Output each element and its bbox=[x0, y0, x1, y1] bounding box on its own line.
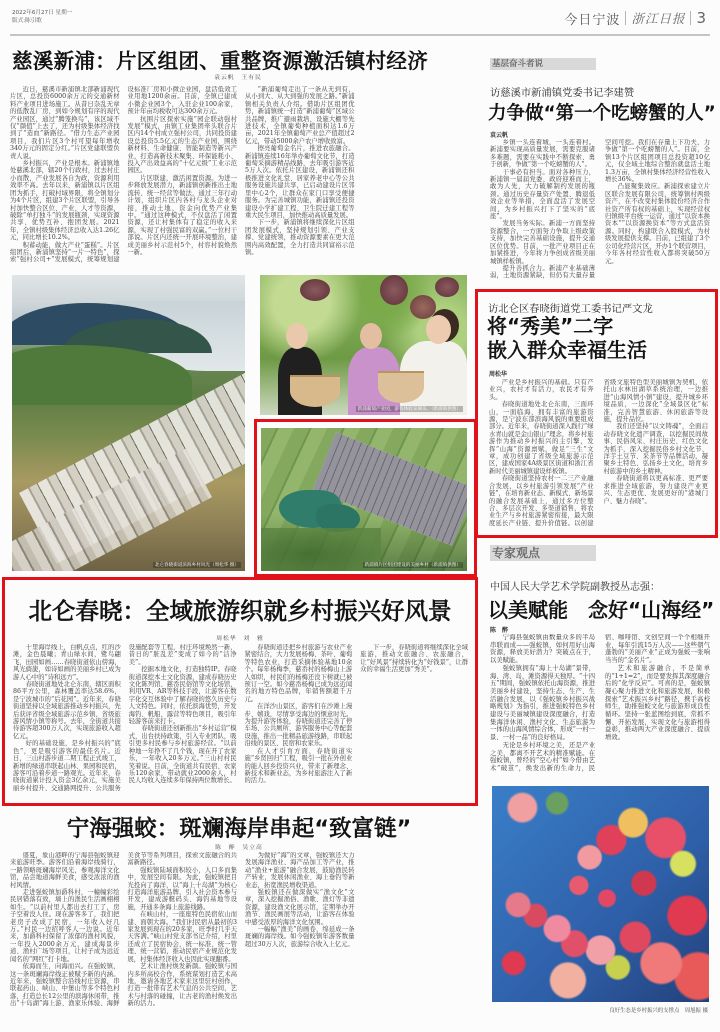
section-label-grassroots: 基层奋斗者说 bbox=[490, 58, 596, 70]
cixi-article-body bbox=[10, 86, 472, 266]
paragraph: 积蓄动能，做大产业“蛋糕”。片区组团后，新浦镇坚持“一片一特色”，探索“强村公司+”发展模式，统筹规划建设标准厂房和小微企业园，盘活低效工业用地1200余亩。目前，全镇已建成小微企业园3个，入驻企业100余家，预计年亩均税收可达300余万元。 bbox=[10, 86, 237, 264]
expert-article-body bbox=[490, 634, 710, 774]
cixi-byline: 袁云帆 王有民 bbox=[214, 75, 262, 81]
aerial-village-photo bbox=[261, 428, 467, 571]
paragraph: 挖掘本地文化，打造独特IP。春晓街道深挖本土文化资源，建成春晓历史文化陈列馆、慈岙民俗馆等文化场馆，利用VR、AR等科技手段，让游客在数字化交互体验中了解春晓的悠久历史与人文特色。同时，依托滨海优势，开发海钓、帆船、露营等特色项目，吸引年轻游客前来打卡。 bbox=[128, 666, 237, 726]
header-rule bbox=[10, 34, 710, 36]
paragraph: 下一步，新浦镇将继续深化片区组团发展模式，坚持规划引领、产业支撑、党建统领，推动资源要素在更大范围内高效配置，全力打造共同富裕示范镇。 bbox=[245, 219, 355, 256]
paragraph: 下一步，春晓街道将继续深化全域旅游，推动文旅融合、农旅融合，让“好风景”持续转化为“好钱景”，让群众的幸福生活更加“秀美”。 bbox=[360, 644, 468, 674]
paragraph: 提升善抓合力。新浦产业基础薄弱，土地资源紧缺，但仍有大量存量空间可挖。我们在存量上下功夫，力争做“第一个吃螃蟹的人”。目前，全镇13个片区组团项目总投资超10亿元，仅全域土地综合整治就盘活土地1.3万亩，全镇村集体经济经营性收入增长36%。 bbox=[490, 139, 710, 280]
paragraph: 我们还坚持“以文铸魂”，全面启动春晓文化遗产调查，以挖掘民间故事、民俗风采、村庄历史、红色文化为抓手，深入挖掘民俗乡村文化节、洋芋土豆节、采茶节等品牌活动，凝聚乡土特色、弘扬乡土文化，培育乡村旅游中的乡土精神。 bbox=[603, 423, 708, 475]
paragraph: 艺术和旅游融合，不是简单的“1+1=2”，而是要发挥其深度融合后的“化学反应”。可喜的是，强蛟镇凝心聚力推进文化和旅游发展，积极探索“艺术振兴乡村”路径，携手高校师生，助推强蛟文化与旅游形成良性循环。坚持一张蓝图绘到底，常抓不懈、开拓发展，实现文化与旅游相得益彰，推动两大产业深度融合、提质增效。 bbox=[605, 664, 710, 742]
paragraph: 走进强蛟镇加爵科村，一幢幢彩绘民居错落有致，墙上的渔民生活画栩栩如生。“以前村里人都出去打工了，房子空着没人住。现在游客多了，我们把老房子改成了民宿，一年收入好几万。”村民一边招呼客人一边说。近年来，加爵科村保留了浓郁的渔村风貌，一年投入2000余万元，建成海景步道、渔村广场等项目，让村子成为远近闻名的“网红”打卡地。 bbox=[10, 889, 120, 963]
paragraph: 春晓街道还创新推出“乡村运营”模式，出台扶持政策，引入专业团队，吸引更多村民参与乡村旅游经营。“以前种地一年挣不了几个钱，现在开了农家乐，一年收入20多万元。”三山村村民笑着说。目前，全街道共有民宿、农家乐120余家，带动就业2000余人，村民人均收入连续多年保持两位数增长。 bbox=[128, 725, 237, 785]
grape-picking-photo bbox=[260, 275, 467, 415]
basket bbox=[378, 371, 424, 403]
interview1-article-body bbox=[490, 139, 710, 285]
headline-line: 将“秀美”二字 bbox=[487, 314, 614, 338]
ninghai-byline: 陈 醉 吴立高 bbox=[215, 845, 263, 851]
cixi-headline: 慈溪新浦：片区组团、重整资源激活镇村经济 bbox=[12, 49, 428, 73]
coastal-village-photo bbox=[12, 275, 245, 571]
expert-headline: 以美赋能 念好“山海经” bbox=[488, 598, 715, 622]
person-head bbox=[360, 323, 382, 349]
paragraph: 春晓街道坚持农村一二三产业融合发展，以乡村旅游引领发展“产业链”，在培育新业态、新模式、新场景的融合发展基础上，通过多方位整合、多层次开发、多渠道销售，将农业生产与乡村旅游紧密衔接，最大限度延长产业链、提升价值链。以创建省级文旅特色型美丽城镇为契机，依托山水林田湖草系统治理，一边推进“山海风情小镇”建设，提升城乡环境品质，一边深化“全域景区化”标准，完善智慧旅游、休闲旅游等设施，提升品位。 bbox=[489, 379, 708, 527]
paragraph: 春晓街道还把乡村旅游与农业产业紧密结合，大力发展杨梅、茶叶、葡萄等特色农业，打造采摘体验基地10余个。每年杨梅季，慈岙村的杨梅山上游人如织，村民们的杨梅还没下树就已被预订一空。如今慈岙杨梅已成为远近闻名的地方特色品牌，年销售额超千万元。 bbox=[244, 644, 353, 703]
headline-line: 嵌入群众幸福生活 bbox=[487, 338, 647, 362]
paragraph: 抗围片区探索实施“园企联动强村发展”模式，由镇工业集团牵头联合片区内14个村成立强村公司，共同投资建设总投资5.5亿元的生态产业园，围绕新材料、生命健康、智能制造等新兴产业，打造高新技术聚集、环保能耗小、投入产出效益高的“十亿元级”工业示范园区。 bbox=[127, 115, 237, 175]
beilun-headline: 北仑春晓：全域旅游织就乡村振兴好风景 bbox=[28, 597, 452, 625]
paragraph: 宁海县强蛟镇由数量众多的半岛串联而成——强蛟镇，如何用好山海资源，释放美好潜力？突破点在于，以美赋能。 bbox=[490, 634, 595, 665]
autumn-trees-aerial-photo bbox=[492, 786, 709, 1002]
expert-subtitle: 中国人民大学艺术学院副教授丛志强： bbox=[490, 582, 660, 593]
grape-cluster bbox=[380, 275, 408, 305]
paragraph: 依海而生，向海而兴。在强蛟镇，这一条斑斓海岸线正被赋予新的内涵。近年来，强蛟镇整合沿线村庄资源，串联起药山、峡山、中堡山等多个特色村落，打造总长12公里的滨海休闲带，推出“十岛湖”海上游、渔家乐体验、海鲜美食节等系列项目，探索文旅融合的共富新路径。 bbox=[10, 852, 237, 1008]
person-head bbox=[426, 315, 451, 344]
grape-cluster bbox=[300, 279, 330, 301]
paragraph: 在洋沙山景区，游客们在沙滩上漫步、嬉戏，尽情享受海边的惬意时光。为提升游客体验，春晓街道还完善了停车场、公共厕所、游客服务中心等配套设施，推出一批精品旅游线路，串联起沿线的景区、民宿和农家乐。 bbox=[244, 703, 353, 748]
masthead bbox=[564, 9, 706, 27]
ninghai-headline: 宁海强蛟：斑斓海岸串起“致富链” bbox=[66, 816, 412, 842]
paragraph: 强蛟镇还在做深做实“渔文化”文章，深入挖掘渔俗、渔歌、渔灯等非遗资源，建设渔文化展示馆，定期举办开渔节、渔民画展等活动，让游客在体验中感受浓厚的海洋文化氛围。 bbox=[245, 889, 355, 926]
paragraph: 干事必有担当。面对各种压力，新浦镇一届届党委、政府迎难而上，敢为人先，大力破解制约发展的瓶颈。通过历史存量资产处置、腾退低效企业等举措，全面盘活了发展空间，为乡村振兴打下了坚实的“底座”。 bbox=[490, 168, 595, 221]
grape-cluster bbox=[410, 295, 436, 319]
paragraph: “新浦葡萄走出了一条从无到有、从小到大、从大到强的发展之路。”新浦镇相关负责人介绍。借助片区组团优势，新浦镇统一打造“新浦葡萄”区域公共品牌，推广避雨栽培、设施大棚等先进技术，全镇葡萄种植面积达1.6万亩，2021年全镇葡萄产业总产值超过2亿元，带动5000余户农户增收致富。 bbox=[245, 86, 355, 145]
interview2-article-body bbox=[489, 379, 708, 530]
basket bbox=[290, 375, 340, 407]
paragraph: 产业是乡村振兴的基础。只有产业兴，农村才有活力，农民才有奔头。 bbox=[489, 379, 594, 401]
photo-caption: 良好生态是乡村振兴的支撑点 周旭振 摄 bbox=[609, 1008, 708, 1014]
paragraph: 近日，慈溪市新浦镇北部新浦现代片区，总投资6000余万元的交通新材料产业项目进场施工。从昔日杂乱无章的低散乱厂房，到如今规划有序的现代产业园区，通过“腾笼换鸟”，该区域不仅“颜值”上去了，还为村级集体经济找到了“造血”新路径。“借力生态产业园项目，我们片区3个村可望每年增收340万元的固定分红。”片区党建联盟负责人说。 bbox=[10, 86, 120, 160]
paragraph: 盛夏，象山港畔的宁海县强蛟镇迎来旅游旺季。游客们沿着海岸线骑行，一路领略斑斓海岸风光，参观海洋文化馆，品尝地道海鲜美食，感受浓浓的渔村风情。 bbox=[10, 852, 120, 889]
interview2-byline: 周松华 bbox=[489, 371, 508, 378]
beilun-article-body bbox=[13, 644, 468, 799]
paragraph: 强蛟镇拥有“海上十岛湖”景带，海、湾、岛、滩资源得天独厚。“十四五”期间，强蛟镇依托山海资源，推进美丽乡村建设，坚持生态、生产、生活融合发展，以《强蛟镇乡村振兴战略规划》为指引，推进强蛟特色乡村建设与美丽城镇建设深度融合，打造集海洋休闲、渔村文化、生态旅游为一体的山海风情综合体，形成“一村一景、一村一品”的良好格局。 bbox=[490, 664, 595, 742]
photo-caption: 新浦镇片区组团建设的美丽乡村（新浦镇供图） bbox=[364, 563, 461, 568]
page-date-info bbox=[12, 9, 72, 25]
interview1-subtitle: 访慈溪市新浦镇党委书记李建赞 bbox=[490, 87, 635, 99]
layout-editor: 版式:陈引歌 bbox=[12, 18, 42, 24]
paragraph: 春晓街道地处北仑东南，辖区面积86平方公里，森林覆盖率达58.6%，是宁波城市的“后花园”。近年来，春晓街道坚持以全域旅游推动乡村振兴，先后获评省级全域旅游示范乡镇、省级旅游风情小镇等称号。去年，全街道共接待游客超300万人次，实现旅游收入超亿元。 bbox=[13, 681, 121, 740]
section-name: 今日宁波 bbox=[564, 12, 621, 28]
interview2-subtitle: 访北仑区春晓街道党工委书记严文龙 bbox=[488, 303, 653, 315]
paragraph: 春晓街道地处北仑东南，三面环山，一面临海，拥有丰富的旅游资源，是宁波东部滨海风貌的重要组成部分。近年来，春晓街道深入践行“绿水青山就是金山银山”理念，将乡村旅游作为推动乡村振兴的主引擎，发挥“山海”资源禀赋，做足“三生”文章，成功创建了省级全域旅游示范区，建成国家4A级景区街道和浙江省新时代美丽城镇建设样板镇。 bbox=[489, 401, 594, 475]
paragraph: 春晓街道将以更高标准、更严要求推进全域旅游，努力建设产业更兴、生态更优、发展更好的“港城门户、魅力春晓”。 bbox=[603, 475, 708, 505]
paragraph: 乡村振兴，产业是根本。新浦镇地处慈溪北部，辖20个行政村，过去村庄小而散，产业发展各自为政，资源利用效率不高。去年以来，新浦镇以片区组团为抓手，打破村域界限，将全镇划分为4个片区，组建3个片区联盟，引导各村加快整合区位、产业、人才等资源，破除“单打独斗”的发展瓶颈，实现资源共享、优势互补、抱团发展。2021年，全镇村级集体经济总收入达1.26亿元，同比增长10.2%。 bbox=[10, 160, 120, 242]
paragraph: 一幅幅“渔美”的画卷，绵延成一条斑斓的海岸线。如今强蛟镇年游客数量超过30万人次，旅游综合收入上亿元。 bbox=[245, 926, 355, 948]
issue-date: 2022年6月27日 星期一 bbox=[12, 10, 73, 16]
expert-byline: 陈 醉 bbox=[490, 627, 509, 634]
paragraph: 艺术让渔村焕发新颜。强蛟镇与国内多所高校合作，系统谋划打造艺术高地，邀请各地艺术家来这里驻村创作，打造一批带有艺术气息的公共空间，艺术与村落的碰撞，让古老的渔村焕发出新的活力。 bbox=[127, 963, 237, 1008]
paragraph: 乡镇一头连着城，一头连着村。新浦要实现高质量发展，需要克服诸多难题，需要在实践中不断探索、勇于创新，争做“第一个吃螃蟹的人”。 bbox=[490, 139, 595, 169]
page-number: 3 bbox=[696, 9, 706, 27]
paragraph: 为做好“海”的文章，强蛟镇还大力发展海洋渔业、海产品加工等产业，推动“渔业+旅游”融合发展，鼓励渔民转产转业，发展休闲渔业、海上垂钓等新业态，拓宽渔民增收渠道。 bbox=[245, 852, 355, 889]
grape-cluster bbox=[435, 277, 459, 297]
photo-caption: 北仑春晓街道滨海乡村风光（周松华 摄） bbox=[154, 563, 239, 568]
divider bbox=[625, 11, 626, 25]
divider bbox=[690, 11, 691, 25]
paragraph: 发展当务实际。新浦一方面坚持资源整合，一方面努力争取上级政策支持，加快完善基础设施，提升交通区位优势。目前，一批产业项目正在加紧推进，今年将力争创成省级美丽城镇样板镇。 bbox=[490, 220, 595, 265]
section-label-expert-view: 专家观点 bbox=[490, 545, 596, 561]
paragraph: 凸显聚集效应。新浦探索建立片区联合发展有限公司，统筹镇村两级资产，在不改变村集体股份经济合作社资产所有权的基础上，实现经营权归镇级平台统一运营，通过“以资本换资本”“以资源换资本”等方式盘活资源。同时，构建联合入股模式，为村级发展提供支撑。目前，已组建了3个公司化经营片区，开办1个联营项目，今年各村经营性收入都将突破50万元。 bbox=[605, 183, 710, 265]
interview2-headline bbox=[487, 314, 647, 362]
paragraph: 在人才引育方面，春晓街道实施“乡贤回归”工程，吸引一批在外创业的能人回乡投资兴业，带来了新理念、新技术和新业态，为乡村旅游注入了新的活力。 bbox=[244, 747, 353, 785]
ninghai-article-body bbox=[10, 852, 472, 1020]
beilun-byline: 周松华 刘 雅 bbox=[216, 636, 264, 642]
paragraph: 十里海岸线上，白帆点点，红的沙滩，金色晨曦；青山绿水间，鹭鸟翩飞，田园如画……春晓街道依山傍海，风光旖旎，如诗如画的美丽乡村已成为游人心中的“诗和远方”。 bbox=[13, 644, 121, 681]
interview1-byline: 袁云帆 bbox=[490, 132, 509, 139]
paragraph: 强蛟镇陆域面积较小，人口多而集中，发展空间有限。为此，强蛟镇把目光投向了海洋，以“海上十岛湖”为核心打造海洋旅游品牌，引入社会资本参与开发，建成游艇码头、海钓基地等设施，开通多条海上旅游线路。 bbox=[127, 866, 237, 911]
newspaper-logo: 浙江日报 bbox=[631, 11, 686, 26]
photo-caption: 新浦葡萄产业园，游客体验采摘乐。（新浦镇供图） bbox=[357, 407, 461, 412]
paragraph: 无论是乡村环境之美，还是产业之美，都离不开艺术的精准赋能。在强蛟镇，曾经的“空心村”如今借由艺术“破茧”，焕发出新的生命力，民宿、咖啡馆、文创空间一个个相继开业，每年引流15万人次——这些朝气蓬勃的“美丽产业”正成为强蛟一张响当当的“金名片”。 bbox=[490, 634, 710, 772]
paragraph: 片区联建，激活闲置资源。为进一步释放发展潜力，新浦镇创新推出土地流转、统一经营等做法，通过三年行动计划，组织片区内各村与龙头企业对接，推动土地、资金向优势产业集中。“通过这种模式，不仅盘活了闲置资源，还让村集体有了稳定的收入来源，实现了村强民富的双赢。”一位村干部说。片区内还统一开展环境整治，建成美丽乡村示范村5个，村容村貌焕然一新。 bbox=[127, 174, 237, 256]
paragraph: 好的基础设施，是乡村振兴的“底色”，更是吸引游客的最佳名片。近日，三山村游步道二期工程正式竣工，新增的绿道串联起山林、果园和民宿，游客可沿着步道一路观光。近年来，春晓街道累计投入资金3亿余元，实施美丽乡村提升、交通路网提升、公共服务设施配套等工程，村庄环境焕然一新，昔日的“脏乱差”变成了如今的“洁净美”。 bbox=[13, 644, 237, 792]
paragraph: 擦亮葡萄金名片，推进农旅融合。新浦镇连续16年举办葡萄文化节，打造葡萄采摘游精品线路，去年吸引游客近5万人次。依托片区建设，新浦镇还积极推进文化礼堂、居家养老中心等公共服务设施共建共享，已启动建设片区邻里中心2个，让群众在家门口享受便捷服务。为完善城镇功能，新浦镇还投资建设小学扩建工程、卫生院迁建工程等重大民生项目，加快推动高质量发展。 bbox=[245, 145, 355, 219]
person-head bbox=[286, 323, 308, 349]
paragraph: 在峡山村，一座座特色民宿依山而建、面朝大海。“我们村民宿从最初的3家发展到现在的20多家，旺季时几乎天天客满。”峡山村党支部书记介绍，村里还成立了民宿协会，统一标准、统一管理、统一营销，推动民宿产业规范化发展，村集体经济收入也因此实现翻番。 bbox=[127, 911, 237, 963]
interview1-headline: 力争做“第一个吃螃蟹的人” bbox=[488, 103, 716, 124]
